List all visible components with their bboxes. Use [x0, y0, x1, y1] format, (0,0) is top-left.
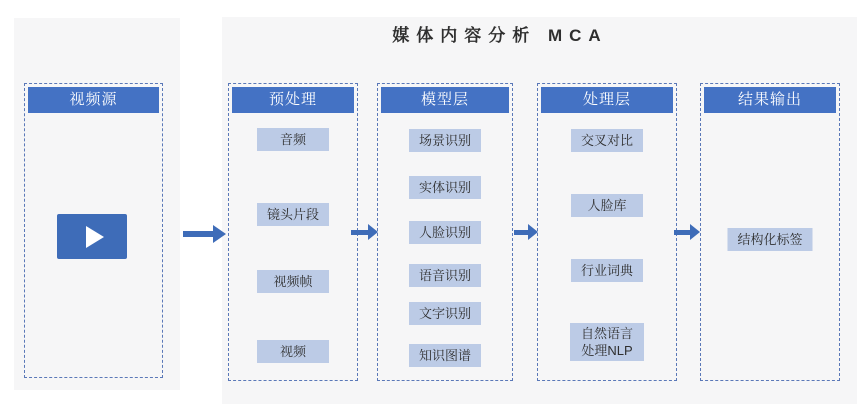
pipeline-item: 结构化标签: [727, 228, 812, 251]
arrow-right-icon: [183, 225, 226, 243]
pipeline-item: 行业词典: [571, 259, 643, 282]
stage-header: 视频源: [28, 87, 159, 113]
pipeline-item: 人脸库: [571, 194, 643, 217]
pipeline-item: 场景识别: [409, 129, 481, 152]
arrow-right-icon: [674, 224, 700, 240]
diagram-title: 媒体内容分析 MCA: [392, 26, 608, 45]
pipeline-item: 视频帧: [257, 270, 329, 293]
stage-model-layer: [377, 83, 513, 381]
stage-result-output: [700, 83, 840, 381]
pipeline-item: 实体识别: [409, 176, 481, 199]
stage-header: 模型层: [381, 87, 509, 113]
stage-header: 结果输出: [704, 87, 836, 113]
pipeline-item: 交叉对比: [571, 129, 643, 152]
pipeline-item: 自然语言处理NLP: [570, 323, 644, 361]
arrow-right-icon: [514, 224, 538, 240]
stage-video-source: [24, 83, 163, 378]
stage-processing-layer: [537, 83, 677, 381]
play-icon: [57, 214, 127, 259]
stage-preprocessing: [228, 83, 358, 381]
pipeline-item: 人脸识别: [409, 221, 481, 244]
stage-header: 处理层: [541, 87, 673, 113]
arrow-right-icon: [351, 224, 378, 240]
pipeline-item: 语音识别: [409, 264, 481, 287]
stage-header: 预处理: [232, 87, 354, 113]
pipeline-item: 视频: [257, 340, 329, 363]
pipeline-item: 镜头片段: [257, 203, 329, 226]
pipeline-item: 音频: [257, 128, 329, 151]
play-triangle-icon: [86, 226, 104, 248]
pipeline-item: 知识图谱: [409, 344, 481, 367]
pipeline-item: 文字识别: [409, 302, 481, 325]
